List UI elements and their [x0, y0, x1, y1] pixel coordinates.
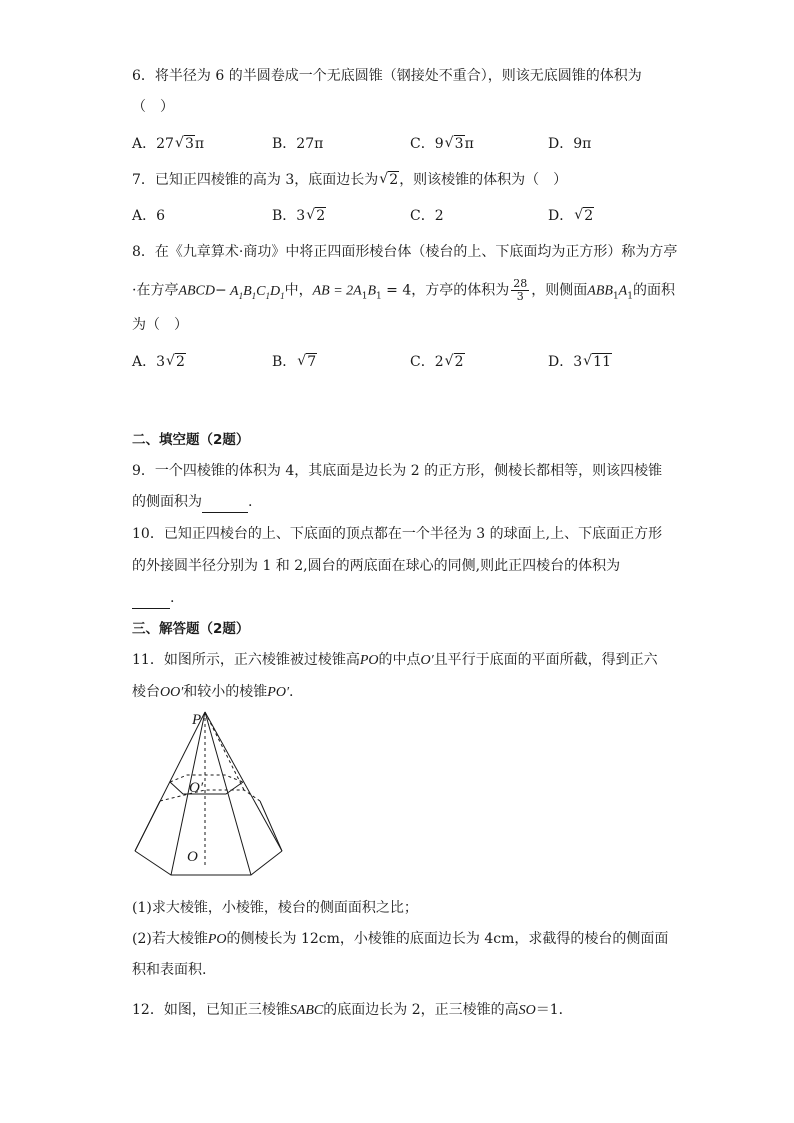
q7-option-a: A．6 [132, 208, 166, 224]
lateral-edge-4 [205, 712, 282, 851]
lateral-edge-hidden-2 [205, 712, 244, 790]
q10-line1: 10．已知正四棱台的上、下底面的顶点都在一个半径为 3 的球面上,上、下底面正方形 [132, 526, 663, 542]
section-back-edges [170, 775, 243, 782]
q11-part1: (1)求大棱锥，小棱锥，棱台的侧面面积之比； [132, 900, 418, 916]
section-fill-in-title: 二、填空题（2题） [132, 432, 250, 448]
q8-line2: ·在方亭ABCD− $A_1B_1C_1D_1$中，AB = $2A_1B_1 = 4$，方亭的体积为 $\frac{28}{3}$ ，则侧面$ABB_1A_1$的面积 [132, 277, 675, 303]
q10-line3: . [132, 588, 174, 609]
q11-line1: 11．如图所示，正六棱锥被过棱锥高PO的中点O′且平行于底面的平面所截，得到正六 [132, 652, 658, 668]
q7-option-d: D．√ 2 [548, 206, 594, 226]
label-O: O [187, 849, 198, 865]
q11-part2-line1: (2)若大棱锥PO的侧棱长为 12cm，小棱锥的底面边长为 4cm，求截得的棱台的侧面面 [132, 931, 669, 947]
label-O-prime: O′ [189, 780, 204, 796]
section-answer-title: 三、解答题（2题） [132, 621, 250, 637]
q11-part2-line2: 积和表面积. [132, 962, 207, 978]
q6-text: 6．将半径为 6 的半圆卷成一个无底圆锥（钢接处不重合），则该无底圆锥的体积为 [132, 68, 642, 84]
q9-line1: 9．一个四棱锥的体积为 4，其底面是边长为 2 的正方形，侧棱长都相等，则该四棱锥 [132, 463, 663, 479]
q9-line2: 的侧面积为 . [132, 492, 252, 513]
q7-text: 7．已知正四棱锥的高为 3，底面边长为√ 2，则该棱锥的体积为（ ） [132, 170, 567, 190]
q8-option-c: C．2√ 2 [410, 352, 465, 372]
base-back-edges [160, 790, 260, 801]
q8-line1: 8．在《九章算术·商功》中将正四面形棱台体（棱台的上、下底面均为正方形）称为方亭 [132, 244, 678, 260]
q6-option-a: A．27√ 3π [132, 134, 204, 154]
base-front-edges [135, 851, 282, 875]
q8-line3: 为（ ） [132, 317, 188, 333]
q6-paren: （ ） [132, 99, 174, 115]
q12-text: 12．如图，已知正三棱锥SABC的底面边长为 2，正三棱锥的高SO＝1． [132, 1002, 573, 1018]
base-right-edge [260, 801, 282, 851]
section-front-edges [170, 782, 243, 794]
label-P: P [192, 712, 202, 728]
q10-line2: 的外接圆半径分别为 1 和 2,圆台的两底面在球心的同侧,则此正四棱台的体积为 [132, 558, 621, 574]
q8-volume-fraction: $\frac{28}{3}$ [513, 277, 528, 303]
q10-answer-blank [132, 588, 170, 609]
q7-option-b: B．3√ 2 [272, 206, 326, 226]
q6-option-c: C．9√ 3π [410, 134, 474, 154]
q7-option-c: C．2 [410, 208, 444, 224]
q8-option-a: A．3√ 2 [132, 352, 186, 372]
q9-answer-blank [202, 492, 248, 513]
q8-option-d: D．3√ 11 [548, 352, 612, 372]
q6-option-b: B．27π [272, 136, 324, 152]
q8-option-b: B．√ 7 [272, 352, 317, 372]
q11-line2: 棱台OO′和较小的棱锥PO′. [132, 684, 294, 700]
hexagonal-pyramid-figure [125, 708, 295, 888]
q6-option-d: D．9π [548, 136, 592, 152]
